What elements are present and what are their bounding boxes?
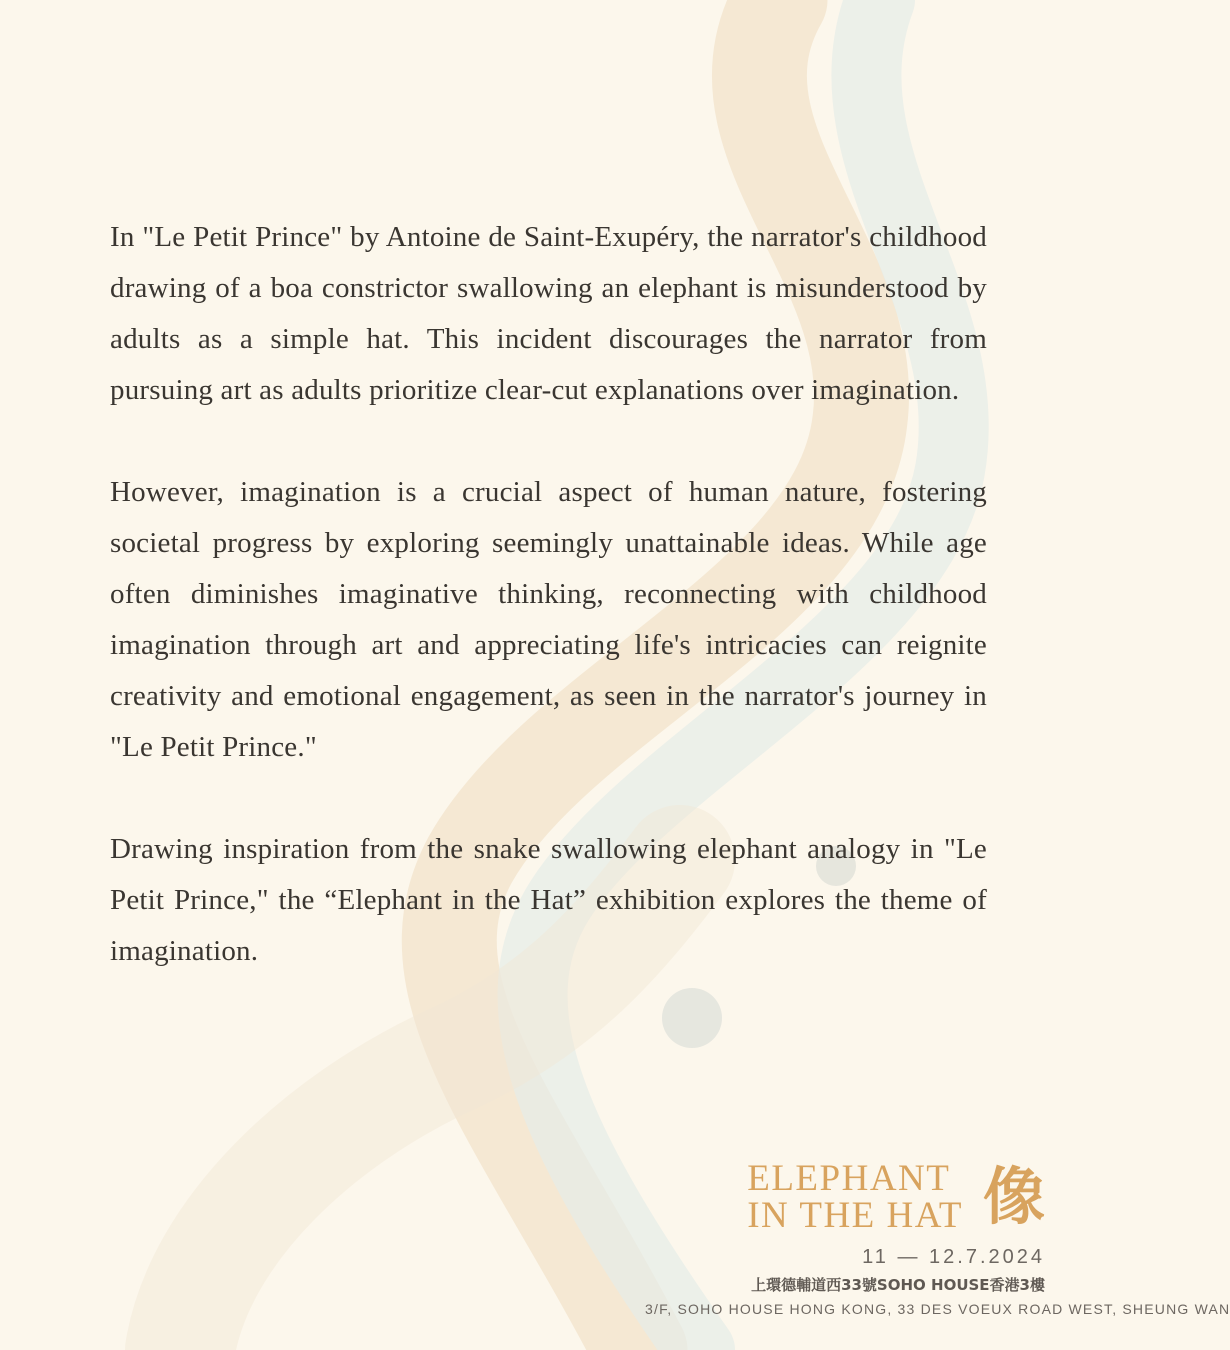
decor-dot-large <box>662 988 722 1048</box>
address-english: 3/F, SOHO HOUSE HONG KONG, 33 DES VOEUX ROAD WEST, SHEUNG WAN <box>645 1301 1230 1317</box>
brand-logo <box>645 1160 1045 1234</box>
exhibition-date: 11 — 12.7.2024 <box>862 1246 1045 1268</box>
brand-title <box>747 1160 963 1234</box>
brand-title-line1: ELEPHANT <box>747 1158 951 1199</box>
exhibition-branding <box>645 1158 1230 1320</box>
body-text <box>110 212 987 977</box>
address-chinese: 上環德輔道西33號SOHO HOUSE香港3樓 <box>751 1276 1045 1294</box>
paragraph-exhibition: Drawing inspiration from the snake swallowing elephant analogy in "Le Petit Prince," the “Elephant in the Hat” exhibition explores the theme of imagination. <box>110 833 987 967</box>
brand-glyph: 像 <box>982 1160 1045 1233</box>
brand-title-line2: IN THE HAT <box>747 1195 963 1236</box>
paragraph-intro: In "Le Petit Prince" by Antoine de Saint-Exupéry, the narrator's childhood drawing of a boa constrictor swallowing an elephant is misunderstood by adults as a simple hat. This incident discourages the narrator from pursuing art as adults prioritize clear-cut explanations over imagination. <box>110 221 987 406</box>
paragraph-imagination: However, imagination is a crucial aspect of human nature, fostering societal progress by exploring seemingly unattainable ideas. While age often diminishes imaginative thinking, reconnecting with childhood imagination through art and appreciating life's intricacies can reignite creativity and emotional engagement, as seen in the narrator's journey in "Le Petit Prince." <box>110 476 987 763</box>
